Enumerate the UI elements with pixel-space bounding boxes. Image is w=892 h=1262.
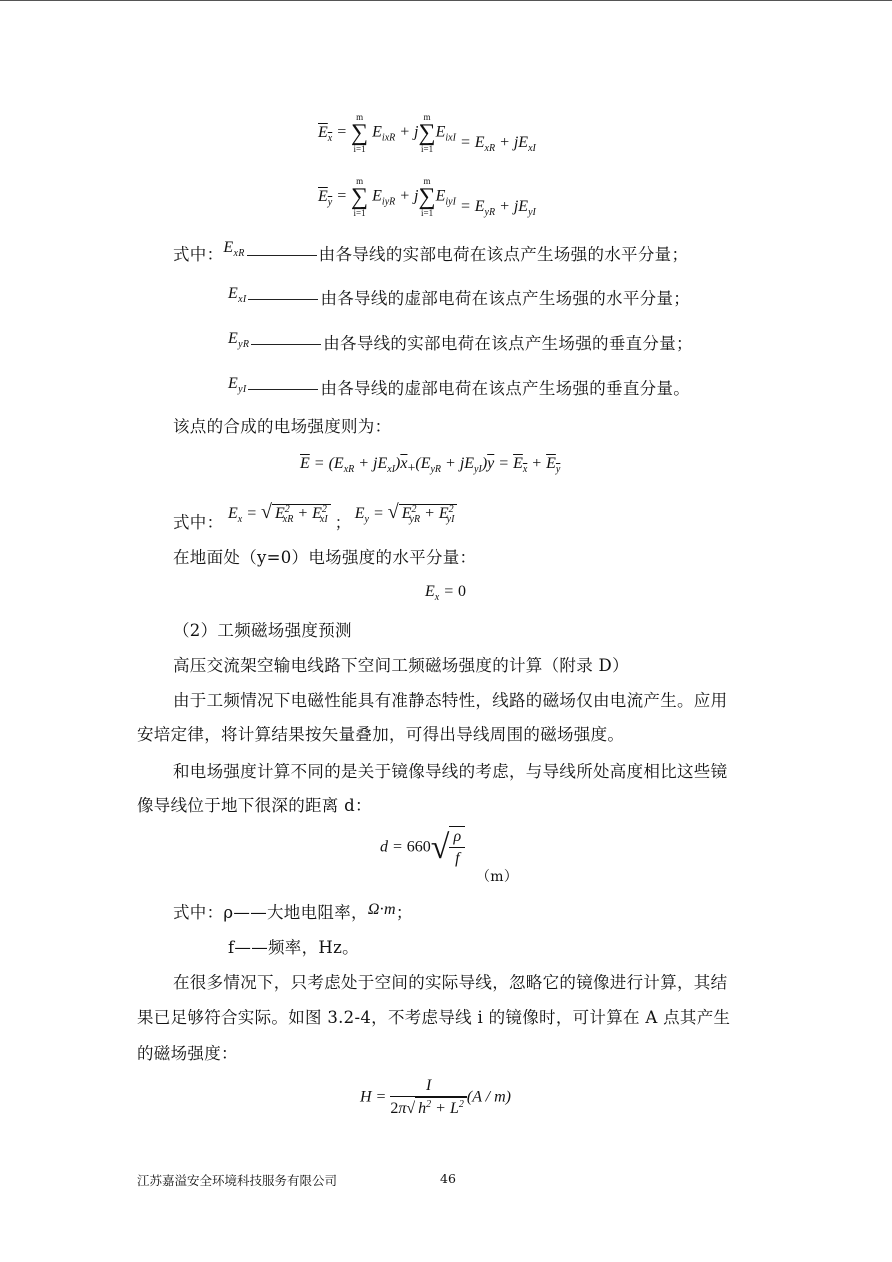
def-f: f——频率，Hz。 [228,938,359,957]
paragraph-3-line-1: 在很多情况下，只考虑处于空间的实际导线，忽略它的镜像进行计算，其结 [173,973,728,992]
equation-ex-zero: $E_x = 0$ [425,583,467,603]
def-rho-text: 式中：ρ——大地电阻率， [173,903,368,922]
def-row-exr: 式中：$E_{xR}$ 由各导线的实部电荷在该点产生场强的水平分量； [173,239,689,264]
def-rho-end: ； [395,903,413,922]
def-eyr-text: 由各导线的实部电荷在该点产生场强的垂直分量； [323,334,693,353]
equation-h: H = $\frac{I}{2\pi√ h^2 + L^2}$ (A / m) [360,1076,511,1120]
paragraph-ground: 在地面处（y=0）电场强度的水平分量： [173,548,477,567]
paragraph-calc: 高压交流架空输电线路下空间工频磁场强度的计算（附录 D） [173,656,629,675]
def-row-exi: $E_{xI}$ 由各导线的虚部电荷在该点产生场强的水平分量； [228,285,691,308]
paragraph-combined: 该点的合成的电场强度则为： [173,417,392,436]
section-heading-magnetic: （2）工频磁场强度预测 [173,621,352,640]
rho-unit: Ω·m [367,901,396,918]
footer-company: 江苏嘉溢安全环境科技服务有限公司 [137,1173,338,1188]
equation-ey: $E_y$ = m ∑ i=1 $E_{iyR} + j$ m ∑ i=1 $E_{iyI} = E_{yR} + jE_{yI}$ [318,176,536,218]
paragraph-2-line-2: 像导线位于地下很深的距离 d： [137,796,372,815]
paragraph-3-line-3: 的磁场强度： [137,1044,238,1063]
def-exi-text: 由各导线的虚部电荷在该点产生场强的水平分量； [320,289,691,308]
footer-page-number: 46 [440,1171,456,1186]
where-label: 式中： [173,245,224,264]
equation-ex-ey-magnitude: $E_x$ = √ $E^2_{xR} + E^2_{xI}$ ； $E_y$ = √ $E^2_{yR} + E^2_{yI}$ [228,500,457,524]
paragraph-1-line-2: 安培定律，将计算结果按矢量叠加，可得出导线周围的磁场强度。 [137,725,625,744]
def-row-rho [173,902,413,925]
def-row-eyr: $E_{yR}$ 由各导线的实部电荷在该点产生场强的垂直分量； [228,330,693,353]
paragraph-3-line-2: 果已足够符合实际。如图 3.2-4，不考虑导线 i 的镜像时，可计算在 A 点其产生 [137,1008,731,1027]
def-eyi-text: 由各导线的虚部电荷在该点产生场强的垂直分量。 [320,379,691,398]
equation-combined-e: $\overline{E} = (E_{xR} + jE_{xI})\overline{x}_+(E_{yR} + jE_{yI})\overline{y} = E_x + E_y$ [300,455,561,476]
def-exr-text: 由各导线的实部电荷在该点产生场强的水平分量； [318,245,689,264]
where-label-2: 式中： [173,513,224,532]
unit-m: （m） [476,869,519,885]
paragraph-2-line-1: 和电场强度计算不同的是关于镜像导线的考虑，与导线所处高度相比这些镜 [173,762,728,781]
equation-ex: $E_x$ = m ∑ i=1 $E_{ixR} + j$ m ∑ i=1 $E_{ixI} = E_{xR} + jE_{xI}$ [318,112,536,154]
equation-d: d = 660√ $\frac{\rho}{f}$ [380,826,465,870]
paragraph-1-line-1: 由于工频情况下电磁性能具有准静态特性，线路的磁场仅由电流产生。应用 [173,691,728,710]
def-row-eyi: $E_{yI}$ 由各导线的虚部电荷在该点产生场强的垂直分量。 [228,375,691,398]
